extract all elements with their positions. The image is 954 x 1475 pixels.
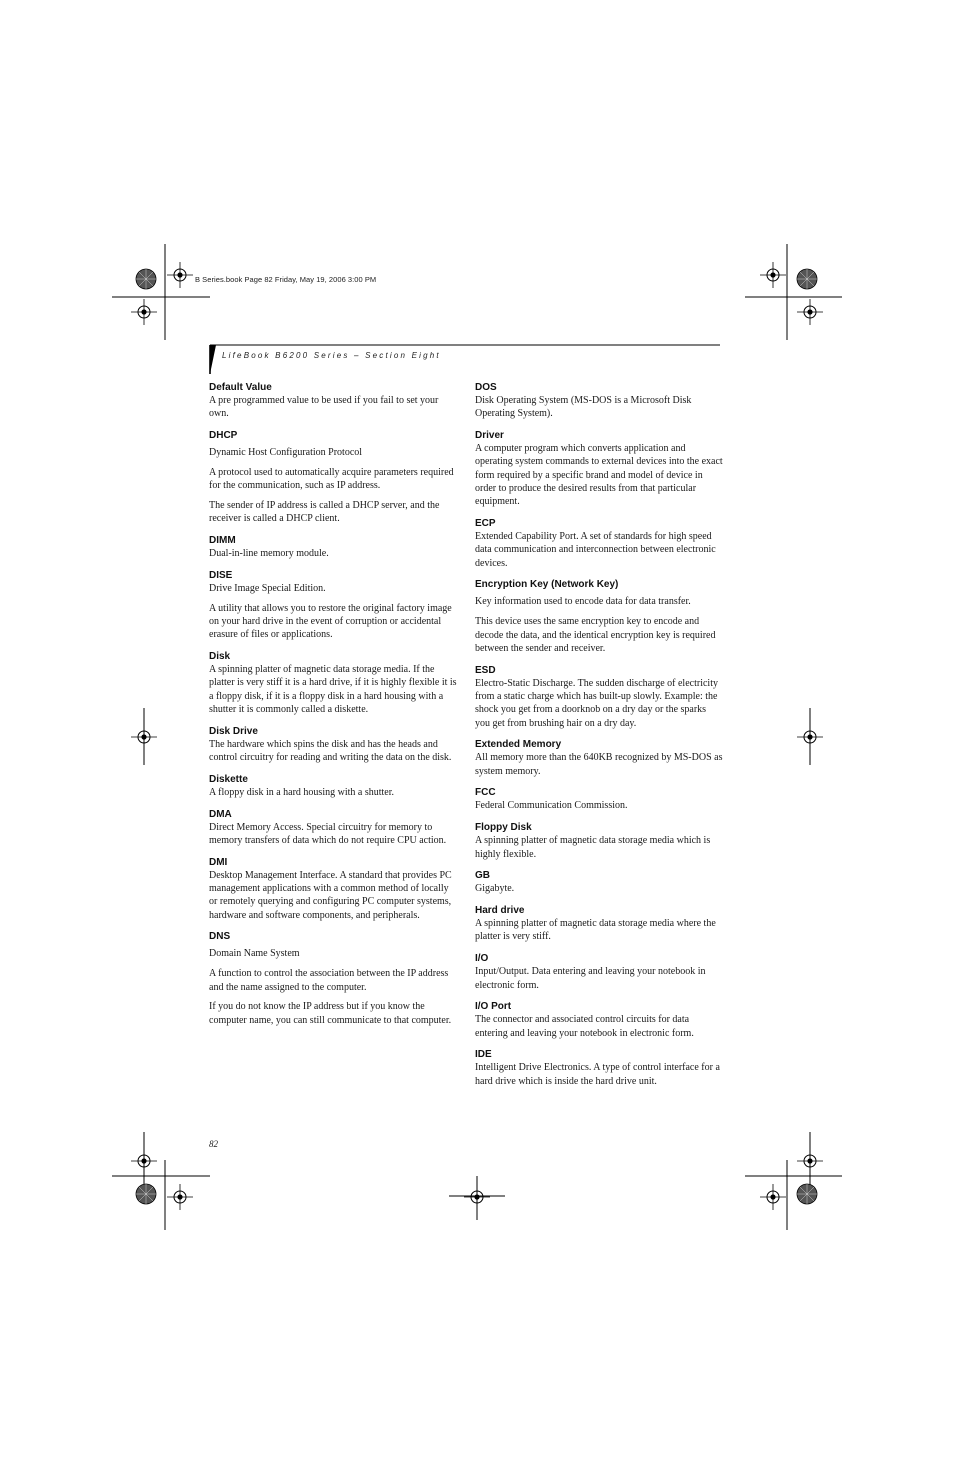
running-head: LifeBook B6200 Series – Section Eight bbox=[222, 351, 441, 360]
glossary-term: Floppy Disk bbox=[475, 822, 532, 834]
book-slug: B Series.book Page 82 Friday, May 19, 2006 3:00 PM bbox=[195, 275, 377, 284]
glossary-definition: Drive Image Special Edition. bbox=[209, 582, 326, 594]
glossary-term: DIMM bbox=[209, 535, 236, 547]
glossary-entry bbox=[475, 869, 723, 895]
glossary-term: Hard drive bbox=[475, 905, 525, 917]
glossary-term: DMA bbox=[209, 808, 232, 820]
glossary-term: Diskette bbox=[209, 773, 248, 785]
glossary-term: ECP bbox=[475, 518, 496, 530]
glossary-entry bbox=[475, 381, 723, 421]
glossary-definition: Domain Name System bbox=[209, 948, 300, 960]
glossary-definition: A computer program which converts application and operating system commands to external devices into the exact form required by a specific brand and model of device in order to produce the desired results from that particular equipment. bbox=[475, 443, 723, 508]
glossary-term: DOS bbox=[475, 382, 497, 393]
glossary-definition: A spinning platter of magnetic data storage media where the platter is very stiff. bbox=[475, 918, 716, 943]
glossary-definition: A pre programmed value to be used if you fail to set your own. bbox=[209, 395, 439, 420]
glossary-term: IDE bbox=[475, 1049, 492, 1061]
glossary-definition: A spinning platter of magnetic data storage media which is highly flexible. bbox=[475, 835, 711, 860]
glossary-entry bbox=[475, 786, 723, 812]
glossary-definition: This device uses the same encryption key to encode and decode the data, and the identical encryption key is required between the sender and receiver. bbox=[475, 616, 716, 654]
glossary-term: Disk Drive bbox=[209, 725, 258, 737]
glossary-entry bbox=[475, 517, 723, 570]
glossary-entry bbox=[475, 1048, 723, 1088]
glossary-term: Driver bbox=[475, 430, 504, 442]
glossary-entry bbox=[475, 578, 723, 655]
glossary-term: DMI bbox=[209, 856, 228, 868]
glossary-definition: Dynamic Host Configuration Protocol bbox=[209, 447, 363, 459]
glossary-entry bbox=[475, 1000, 723, 1040]
glossary-term: ESD bbox=[475, 664, 496, 676]
page-number: 82 bbox=[209, 1139, 218, 1149]
glossary-definition: The sender of IP address is called a DHCP server, and the receiver is called a DHCP client. bbox=[209, 499, 440, 525]
glossary-definition: Federal Communication Commission. bbox=[475, 800, 628, 812]
glossary-definition: All memory more than the 640KB recognized by MS-DOS as system memory. bbox=[475, 752, 723, 777]
glossary-entry bbox=[475, 664, 723, 730]
glossary-definition: Disk Operating System (MS-DOS is a Microsoft Disk Operating System). bbox=[475, 395, 692, 420]
glossary-entry bbox=[209, 773, 457, 799]
glossary-entry bbox=[475, 429, 723, 508]
glossary-entry bbox=[209, 725, 457, 765]
glossary-entry bbox=[209, 534, 457, 560]
glossary-definition: Gigabyte. bbox=[475, 883, 515, 895]
glossary-column-right bbox=[475, 381, 723, 1097]
glossary-entry bbox=[209, 569, 457, 642]
glossary-term: DHCP bbox=[209, 430, 238, 442]
glossary-definition: Input/Output. Data entering and leaving your notebook in electronic form. bbox=[475, 966, 706, 991]
glossary-entry bbox=[209, 429, 457, 525]
glossary-term: DISE bbox=[209, 569, 233, 581]
glossary-entry bbox=[475, 821, 723, 861]
glossary-term: Disk bbox=[209, 651, 231, 663]
glossary-definition: Extended Capability Port. A set of standards for high speed data communication and interconnection between electronic devices. bbox=[475, 531, 716, 569]
glossary-entry bbox=[209, 808, 457, 848]
glossary-term: Default Value bbox=[209, 382, 272, 393]
glossary-column-left bbox=[209, 381, 457, 1035]
glossary-entry bbox=[475, 904, 723, 944]
glossary-term: GB bbox=[475, 870, 490, 882]
glossary-definition: A utility that allows you to restore the original factory image on your hard drive in the event of corruption or accidental erasure of files or applications. bbox=[209, 602, 452, 641]
glossary-definition: A floppy disk in a hard housing with a shutter. bbox=[209, 786, 394, 798]
glossary-entry bbox=[209, 650, 457, 716]
glossary-definition: Desktop Management Interface. A standard that provides PC management applications with a common method of locally or remotely querying and configuring PC computer systems, hardware and software components, and peripherals. bbox=[209, 869, 452, 921]
glossary-definition: Dual-in-line memory module. bbox=[209, 548, 329, 560]
glossary-definition: A spinning platter of magnetic data storage media. If the platter is very stiff it is a hard drive, if it is highly flexible it is a floppy disk, if it is a floppy disk in a hard housing with a shutter it is commonly called a diskette. bbox=[209, 664, 457, 715]
glossary-definition: If you do not know the IP address but if you know the computer name, you can still communicate to that computer. bbox=[209, 1001, 452, 1026]
glossary-entry bbox=[209, 930, 457, 1026]
glossary-term: I/O Port bbox=[475, 1001, 512, 1013]
glossary-definition: Key information used to encode data for data transfer. bbox=[475, 596, 691, 608]
glossary-definition: A protocol used to automatically acquire parameters required for the communication, such as IP address. bbox=[209, 466, 454, 492]
glossary-term: FCC bbox=[475, 787, 496, 799]
glossary-term: Encryption Key (Network Key) bbox=[475, 579, 619, 591]
glossary-term: I/O bbox=[475, 953, 489, 965]
glossary-entry bbox=[475, 738, 723, 778]
glossary-entry bbox=[209, 856, 457, 922]
glossary-definition: The connector and associated control circuits for data entering and leaving your notebook in electronic form. bbox=[475, 1014, 694, 1039]
glossary-definition: Direct Memory Access. Special circuitry for memory to memory transfers of data which do not require CPU action. bbox=[209, 821, 447, 846]
glossary-term: DNS bbox=[209, 931, 231, 943]
glossary-entry bbox=[475, 952, 723, 992]
glossary-definition: Electro-Static Discharge. The sudden discharge of electricity from a static charge which has built-up slowly. Example: the shock you get from a doorknob on a dry day or the sparks you get from brushing hair on a dry day. bbox=[475, 677, 718, 729]
glossary-definition: A function to control the association between the IP address and the name assigned to the computer. bbox=[209, 968, 449, 993]
glossary-definition: The hardware which spins the disk and has the heads and control circuitry for reading and writing the data on the disk. bbox=[209, 738, 452, 764]
glossary-entry bbox=[209, 381, 457, 421]
glossary-term: Extended Memory bbox=[475, 739, 562, 751]
glossary-definition: Intelligent Drive Electronics. A type of control interface for a hard drive which is inside the hard drive unit. bbox=[475, 1062, 720, 1087]
